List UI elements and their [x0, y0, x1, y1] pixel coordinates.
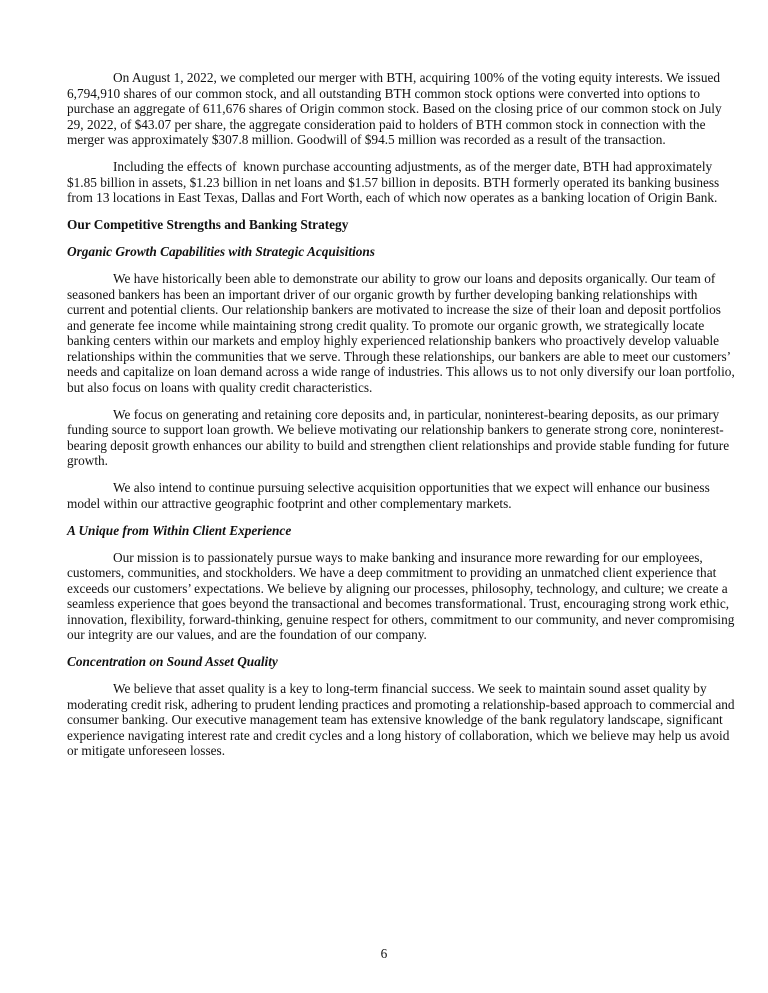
text-line: seamless experience that goes beyond the transactional and becomes transformational. Trust, encouraging strong work ethic, [67, 596, 730, 611]
text-line: relationships within the communities that we serve. Through these relationships, our bankers are able to meet our customers’ [67, 348, 732, 364]
text-line: 29, 2022, of $43.07 per share, the aggregate consideration paid to holders of BTH common stock in connection with the [67, 116, 706, 132]
paragraph-organic-growth [67, 271, 735, 395]
text-line: current and potential clients. Our relationship bankers are motivated to increase the size of their loan and deposit portfolios [67, 302, 721, 317]
text-line: funding source to support loan growth. We believe motivating our relationship bankers to generate strong core, noninterest- [67, 422, 724, 437]
subsection-heading-asset-quality: Concentration on Sound Asset Quality [67, 654, 278, 669]
text-line: We have historically been able to demonstrate our ability to grow our loans and deposits organically. Our team of [113, 271, 716, 286]
subsection-heading-organic-growth: Organic Growth Capabilities with Strategic Acquisitions [67, 244, 375, 259]
text-line: merger was approximately $307.8 million. Goodwill of $94.5 million was recorded as a result of the transaction. [67, 132, 666, 147]
text-line: growth. [67, 453, 108, 468]
text-line: experience navigating interest rate and credit cycles and a long history of collaboration, which we believe may help us avoid [67, 727, 730, 743]
section-heading: Our Competitive Strengths and Banking Strategy [67, 217, 349, 232]
text-line: We believe that asset quality is a key to long-term financial success. We seek to maintain sound asset quality by [113, 681, 707, 696]
paragraph-bth-balances [67, 159, 720, 206]
paragraph-asset-quality [67, 681, 735, 759]
paragraph-mission [67, 549, 735, 643]
paragraph-bth-merger [67, 70, 722, 148]
text-line: innovation, flexibility, forward-thinking, genuine respect for others, commitment to our community, and never compromising [67, 611, 735, 627]
text-line: exceeds our customers’ expectations. We believe by aligning our processes, philosophy, technology, and culture; we create a [67, 580, 728, 596]
text-line: On August 1, 2022, we completed our merger with BTH, acquiring 100% of the voting equity interests. We issued [113, 70, 721, 85]
text-line: 6,794,910 shares of our common stock, and all outstanding BTH common stock options were converted into options to [67, 85, 700, 101]
paragraph-acquisitions [67, 480, 710, 511]
text-line: but also focus on loans with quality credit characteristics. [67, 379, 373, 395]
text-line: or mitigate unforeseen losses. [67, 743, 226, 758]
text-line: customers, communities, and stockholders. We have a deep commitment to providing an unmatched client experience that [67, 565, 717, 580]
text-line: purchase an aggregate of 611,676 shares of Origin common stock. Based on the closing price of our common stock on July [67, 101, 722, 116]
document-page [67, 70, 735, 770]
paragraph-core-deposits [67, 406, 730, 469]
text-line: seasoned bankers has been an important driver of our organic growth by further developing banking relationships with [67, 286, 698, 302]
text-line: consumer banking. Our executive management team has extensive knowledge of the bank regulatory landscape, significant [67, 712, 723, 727]
page-number: 6 [380, 946, 388, 961]
text-line: moderating credit risk, adhering to prudent lending practices and promoting a relationship-based approach to commercial and [67, 696, 735, 712]
text-line: banking centers within our markets and employ highly experienced relationship bankers who proactively develop valuable [67, 333, 720, 348]
text-line: from 13 locations in East Texas, Dallas and Fort Worth, each of which now operates as a banking location of Origin Bank. [67, 190, 718, 205]
text-line: $1.85 billion in assets, $1.23 billion in net loans and $1.57 billion in deposits. BTH formerly operated its banking business [67, 174, 720, 190]
text-line: Including the effects of known purchase accounting adjustments, as of the merger date, BTH had approximately [113, 159, 713, 174]
subsection-heading-client-experience: A Unique from Within Client Experience [67, 522, 292, 538]
text-line: model within our attractive geographic footprint and other complementary markets. [67, 495, 512, 511]
text-line: We also intend to continue pursuing selective acquisition opportunities that we expect will enhance our business [113, 480, 710, 495]
text-line: and generate fee income while maintaining strong credit quality. To promote our organic growth, we strategically locate [67, 317, 705, 333]
text-line: Our mission is to passionately pursue ways to make banking and insurance more rewarding for our employees, [113, 549, 703, 565]
text-line: bearing deposit growth enhances our ability to build and strengthen client relationships and provide stable funding for future [67, 437, 730, 453]
text-line: needs and capitalize on loan demand across a wide range of industries. This allows us to not only diversify our loan portfolio, [67, 364, 735, 379]
text-line: We focus on generating and retaining core deposits and, in particular, noninterest-bearing deposits, as our primary [113, 406, 720, 422]
text-line: our integrity are our values, and are the foundation of our company. [67, 627, 427, 642]
